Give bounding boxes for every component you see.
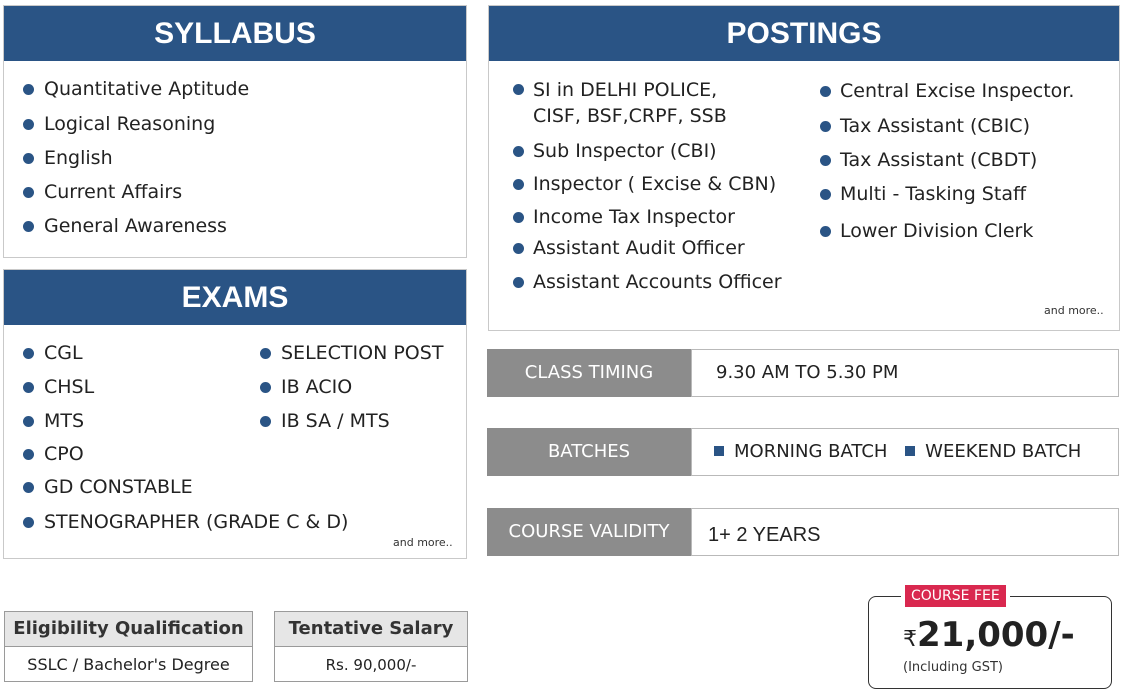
salary-title: Tentative Salary bbox=[275, 612, 467, 647]
bullet-icon bbox=[260, 416, 271, 427]
bullet-icon bbox=[23, 416, 34, 427]
exam-item: SELECTION POST bbox=[281, 342, 444, 364]
exams-panel bbox=[3, 269, 467, 559]
bullet-icon bbox=[820, 189, 831, 200]
exam-item: CPO bbox=[44, 443, 84, 465]
syllabus-item: Logical Reasoning bbox=[44, 113, 216, 135]
exams-title: EXAMS bbox=[4, 270, 466, 325]
bullet-icon bbox=[513, 146, 524, 157]
class-timing-value bbox=[691, 349, 1119, 397]
course-fee-note: (Including GST) bbox=[903, 660, 1003, 675]
syllabus-title: SYLLABUS bbox=[4, 6, 466, 61]
class-timing-label: CLASS TIMING bbox=[487, 349, 691, 397]
course-validity-value bbox=[691, 508, 1119, 556]
bullet-icon bbox=[513, 277, 524, 288]
bullet-icon bbox=[23, 221, 34, 232]
bullet-icon bbox=[260, 348, 271, 359]
bullet-icon bbox=[23, 187, 34, 198]
eligibility-box bbox=[4, 611, 253, 682]
bullet-icon bbox=[23, 119, 34, 130]
postings-panel bbox=[488, 5, 1120, 331]
bullet-icon bbox=[23, 482, 34, 493]
bullet-icon bbox=[820, 86, 831, 97]
batch-option-morning: MORNING BATCH bbox=[734, 441, 888, 462]
posting-item: Assistant Accounts Officer bbox=[533, 271, 782, 293]
bullet-icon bbox=[820, 226, 831, 237]
postings-more-link: and more.. bbox=[1044, 304, 1104, 317]
course-validity-text: 1+ 2 YEARS bbox=[708, 524, 821, 546]
batches-value bbox=[691, 428, 1119, 476]
batches-label: BATCHES bbox=[487, 428, 691, 476]
bullet-icon bbox=[23, 348, 34, 359]
syllabus-item: English bbox=[44, 147, 113, 169]
syllabus-panel bbox=[3, 5, 467, 258]
course-fee-tag-label: COURSE FEE bbox=[905, 585, 1006, 607]
posting-item: Sub Inspector (CBI) bbox=[533, 140, 717, 162]
exam-item: IB ACIO bbox=[281, 376, 353, 398]
bullet-icon bbox=[23, 517, 34, 528]
exam-item: STENOGRAPHER (GRADE C & D) bbox=[44, 511, 349, 533]
course-fee-amount: 21,000/- bbox=[917, 615, 1075, 655]
posting-item: Assistant Audit Officer bbox=[533, 237, 745, 259]
bullet-icon bbox=[260, 382, 271, 393]
syllabus-item: Quantitative Aptitude bbox=[44, 78, 250, 100]
bullet-icon bbox=[513, 179, 524, 190]
bullet-icon bbox=[23, 84, 34, 95]
posting-item: Central Excise Inspector. bbox=[840, 80, 1075, 102]
salary-value: Rs. 90,000/- bbox=[325, 656, 417, 674]
eligibility-value: SSLC / Bachelor's Degree bbox=[27, 655, 230, 674]
course-fee-tag bbox=[901, 585, 1010, 607]
bullet-icon bbox=[820, 121, 831, 132]
bullet-icon bbox=[820, 155, 831, 166]
posting-item: CISF, BSF,CRPF, SSB bbox=[533, 105, 727, 127]
bullet-icon bbox=[513, 243, 524, 254]
class-timing-row bbox=[487, 349, 1119, 397]
bullet-icon bbox=[23, 449, 34, 460]
posting-item: Lower Division Clerk bbox=[840, 220, 1034, 242]
exam-item: GD CONSTABLE bbox=[44, 476, 193, 498]
posting-item: SI in DELHI POLICE, bbox=[533, 79, 718, 101]
exam-item: IB SA / MTS bbox=[281, 410, 390, 432]
square-bullet-icon bbox=[714, 446, 724, 456]
rupee-icon: ₹ bbox=[903, 627, 917, 652]
posting-item: Inspector ( Excise & CBN) bbox=[533, 173, 777, 195]
course-validity-label: COURSE VALIDITY bbox=[487, 508, 691, 556]
bullet-icon bbox=[513, 212, 524, 223]
bullet-icon bbox=[23, 382, 34, 393]
eligibility-title: Eligibility Qualification bbox=[5, 612, 252, 647]
syllabus-item: Current Affairs bbox=[44, 181, 183, 203]
posting-item: Tax Assistant (CBIC) bbox=[840, 115, 1030, 137]
postings-title: POSTINGS bbox=[489, 6, 1119, 61]
class-timing-text: 9.30 AM TO 5.30 PM bbox=[716, 362, 899, 383]
square-bullet-icon bbox=[905, 446, 915, 456]
salary-box bbox=[274, 611, 468, 682]
posting-item: Income Tax Inspector bbox=[533, 206, 735, 228]
exams-more-link: and more.. bbox=[393, 536, 453, 549]
exam-item: CGL bbox=[44, 342, 83, 364]
bullet-icon bbox=[513, 84, 524, 95]
posting-item: Multi - Tasking Staff bbox=[840, 183, 1027, 205]
batch-option-weekend: WEEKEND BATCH bbox=[925, 441, 1082, 462]
batches-row bbox=[487, 428, 1119, 476]
course-fee-box bbox=[868, 588, 1112, 689]
course-validity-row bbox=[487, 508, 1119, 556]
bullet-icon bbox=[23, 153, 34, 164]
exam-item: CHSL bbox=[44, 376, 95, 398]
posting-item: Tax Assistant (CBDT) bbox=[840, 149, 1038, 171]
exam-item: MTS bbox=[44, 410, 85, 432]
syllabus-item: General Awareness bbox=[44, 215, 227, 237]
course-fee-price bbox=[903, 615, 1075, 655]
